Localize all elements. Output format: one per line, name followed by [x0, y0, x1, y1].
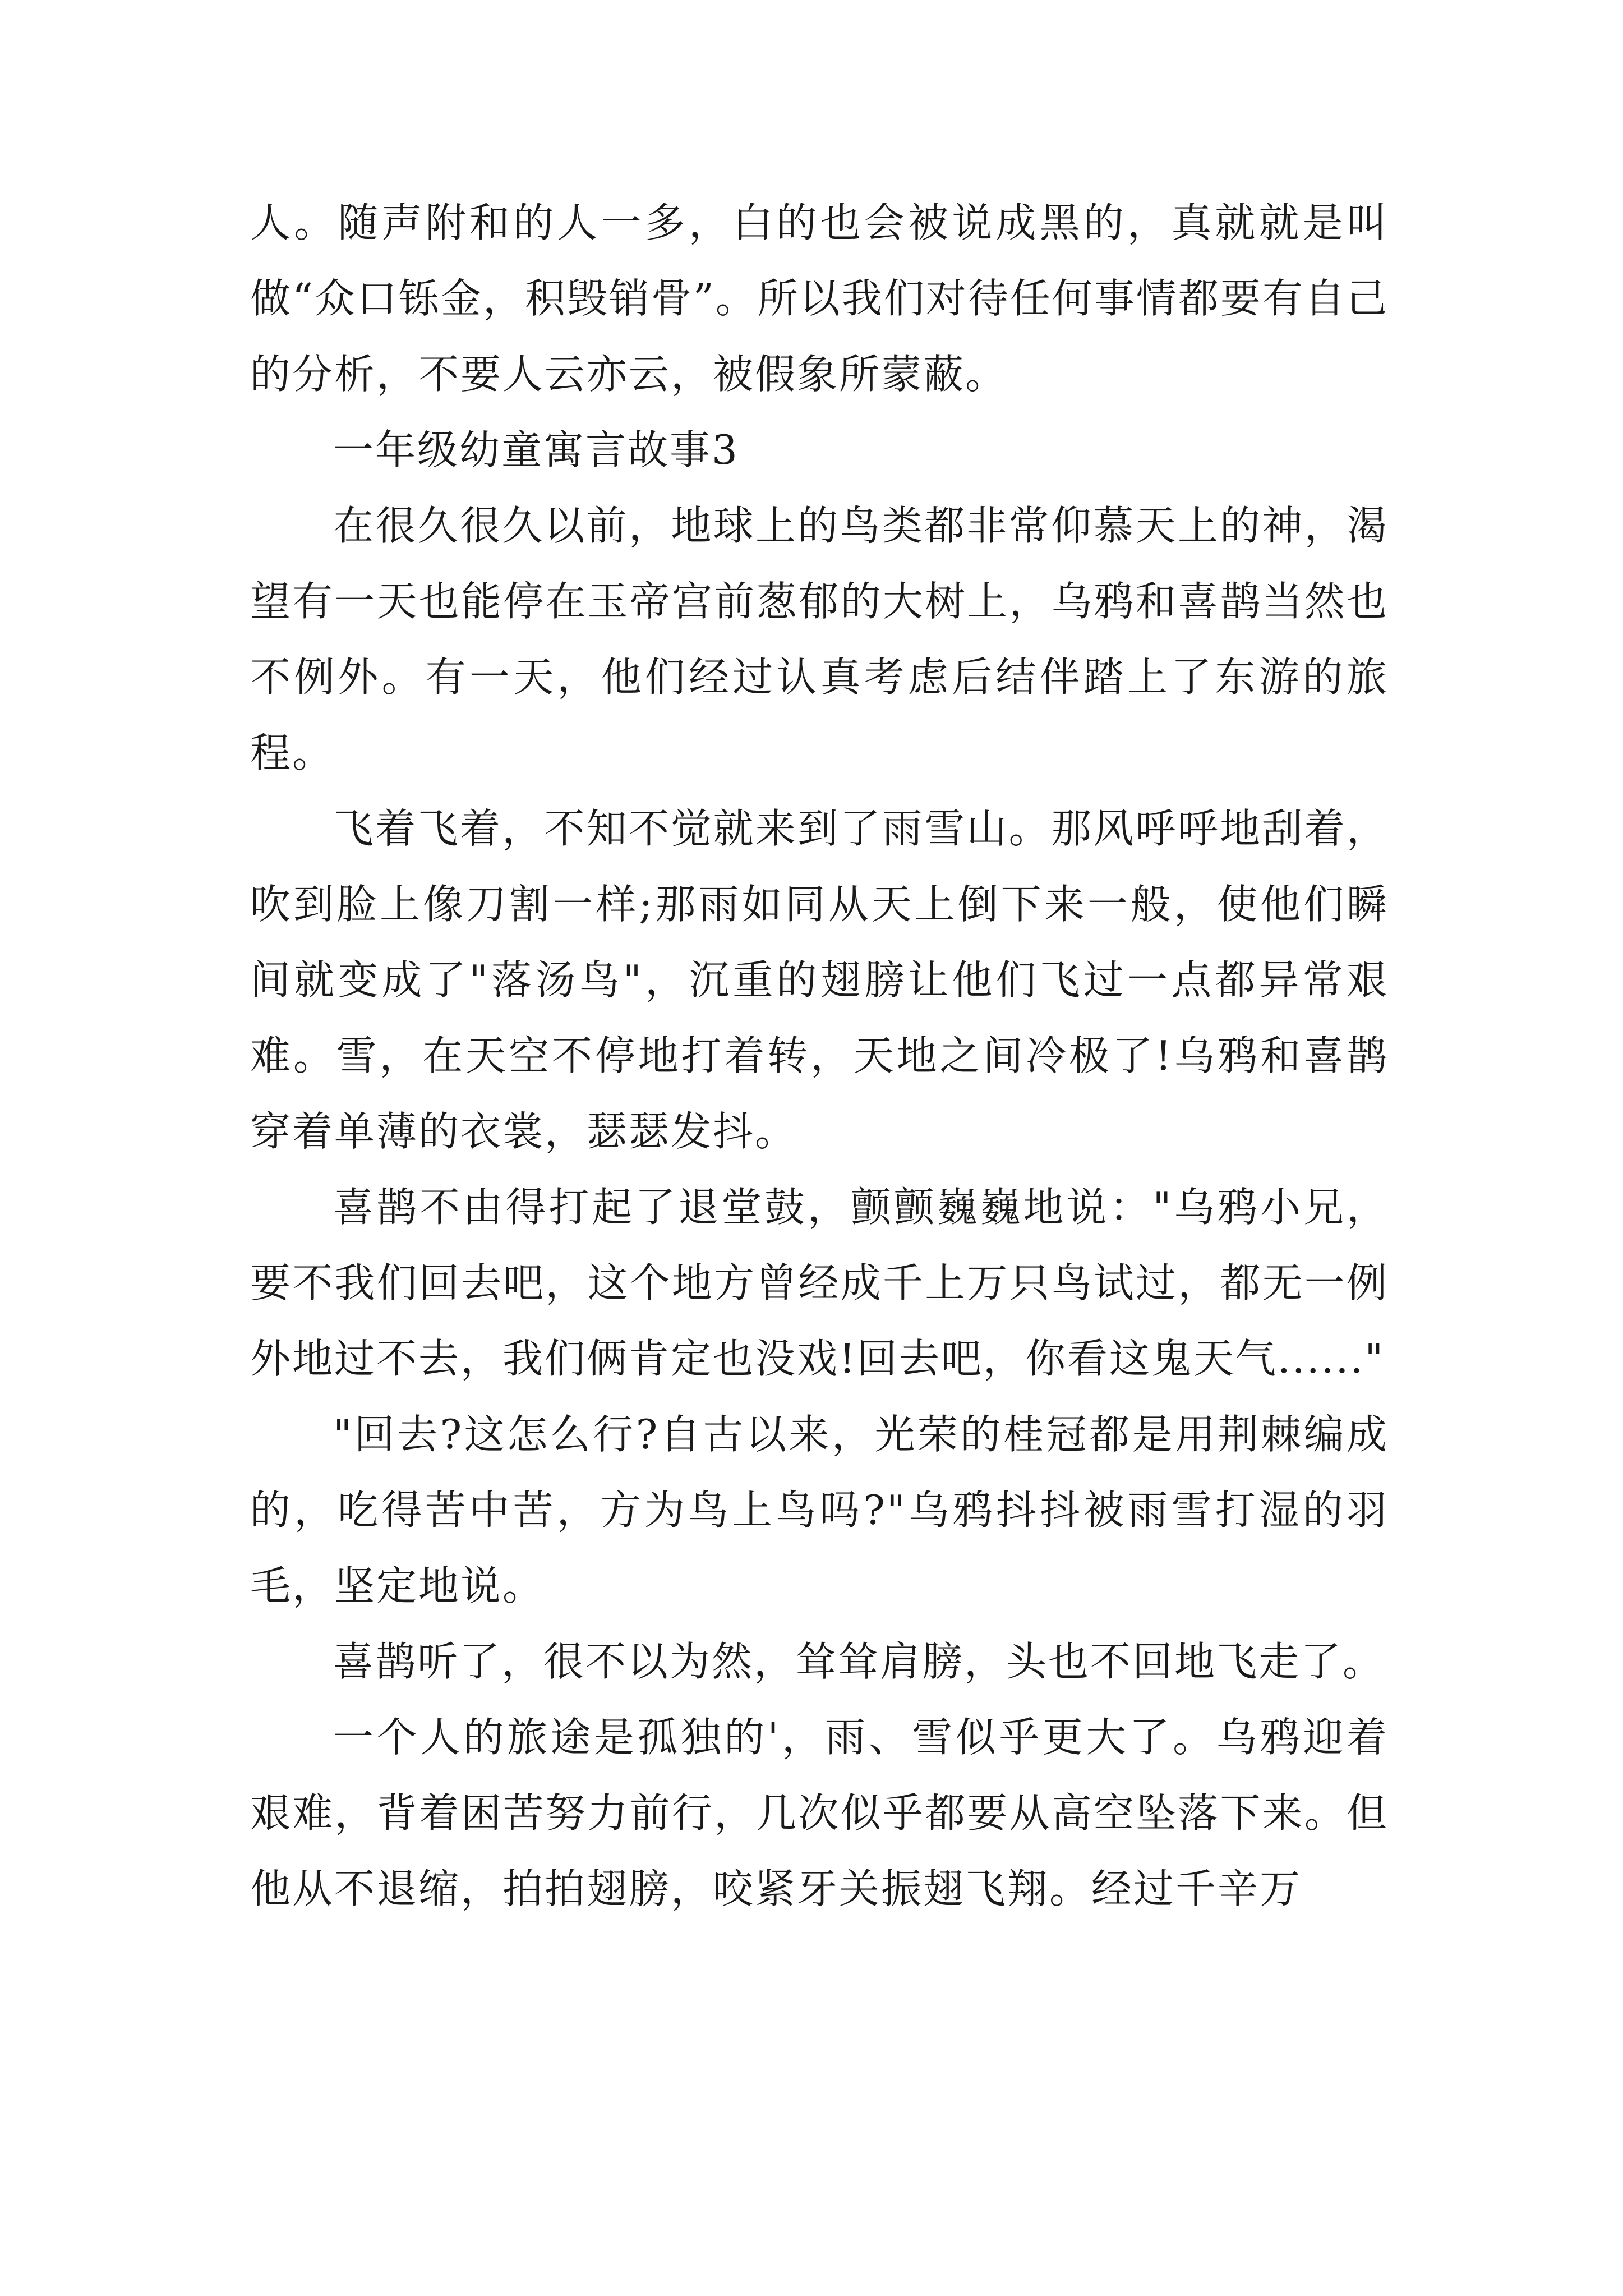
document-body — [250, 185, 1389, 1927]
paragraph-magpie-leaves: 喜鹊听了，很不以为然，耸耸肩膀，头也不回地飞走了。 — [333, 1638, 1385, 1685]
paragraph-storm: 飞着飞着，不知不觉就来到了雨雪山。那风呼呼地刮着，吹到脸上像刀割一样;那雨如同从天上倒下来一般，使他们瞬间就变成了"落汤鸟"，沉重的翅膀让他们飞过一点都异常艰难。雪，在天空不停地打着转，天地之间冷极了!乌鸦和喜鹊穿着单薄的衣裳，瑟瑟发抖。 — [250, 805, 1389, 1155]
story-heading: 一年级幼童寓言故事3 — [333, 426, 739, 473]
paragraph-crow-reply: "回去?这怎么行?自古以来，光荣的桂冠都是用荆棘编成的，吃得苦中苦，方为鸟上鸟吗?"乌鸦抖抖被雨雪打湿的羽毛，坚定地说。 — [250, 1411, 1389, 1609]
paragraph-intro: 在很久很久以前，地球上的鸟类都非常仰慕天上的神，渴望有一天也能停在玉帝宫前葱郁的大树上，乌鸦和喜鹊当然也不例外。有一天，他们经过认真考虑后结伴踏上了东游的旅程。 — [250, 502, 1389, 776]
paragraph-crow-journey: 一个人的旅途是孤独的'，雨、雪似乎更大了。乌鸦迎着艰难，背着困苦努力前行，几次似乎都要从高空坠落下来。但他从不退缩，拍拍翅膀，咬紧牙关振翅飞翔。经过千辛万 — [250, 1714, 1389, 1912]
paragraph-magpie-speech: 喜鹊不由得打起了退堂鼓，颤颤巍巍地说："乌鸦小兄，要不我们回去吧，这个地方曾经成千上万只鸟试过，都无一例外地过不去，我们俩肯定也没戏!回去吧，你看这鬼天气......" — [250, 1184, 1389, 1382]
paragraph-continuation: 人。随声附和的人一多，白的也会被说成黑的，真就就是叫做“众口铄金，积毁销骨”。所以我们对待任何事情都要有自己的分析，不要人云亦云，被假象所蒙蔽。 — [250, 199, 1389, 398]
